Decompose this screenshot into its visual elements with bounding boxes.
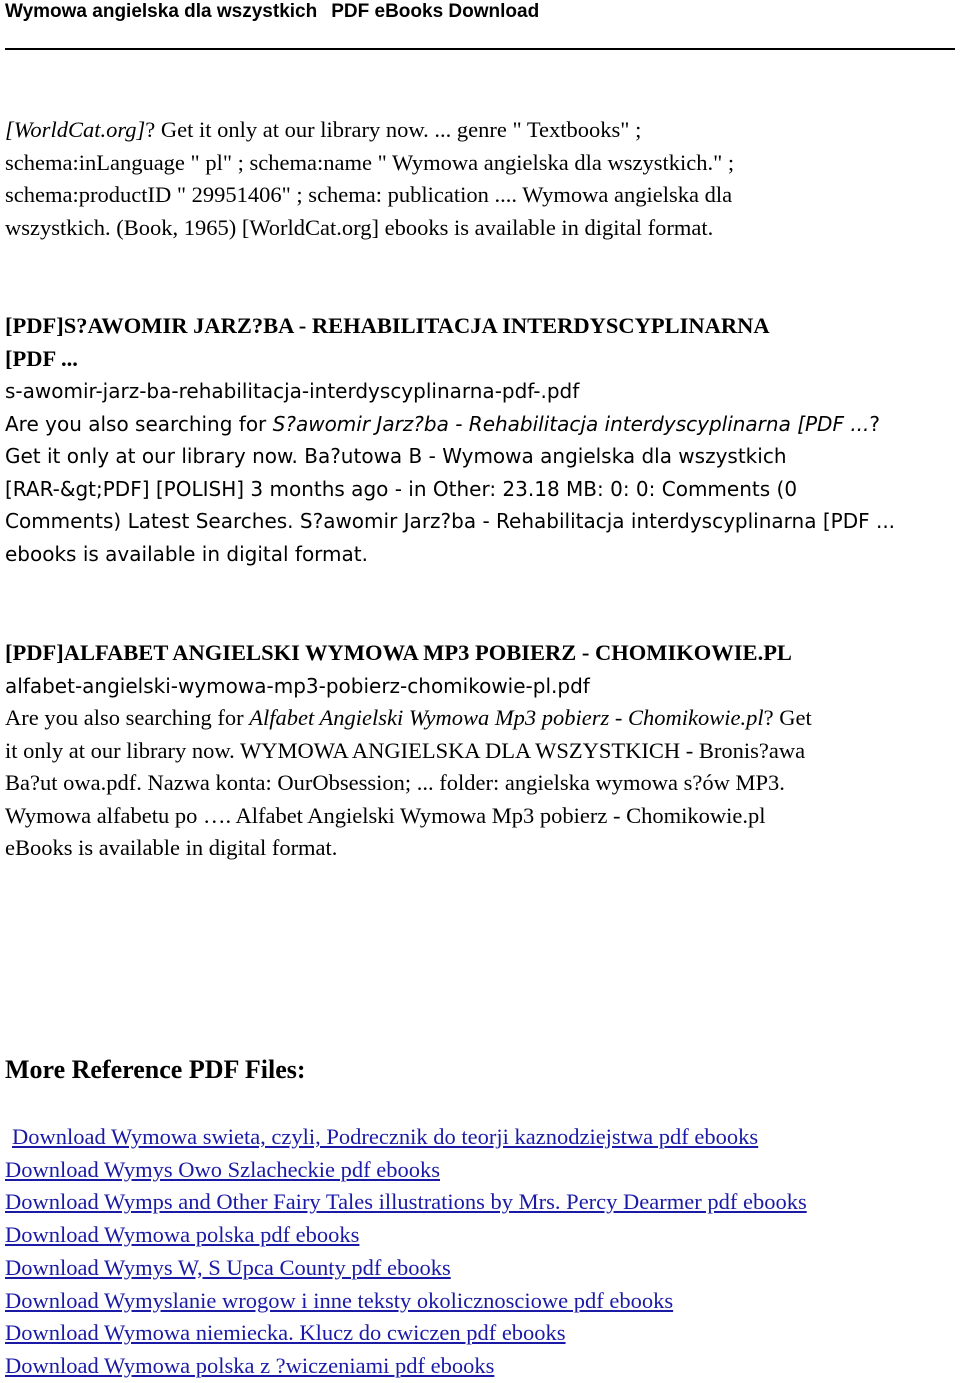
reference-link[interactable]: Download Wymowa niemiecka. Klucz do cwiczen pdf ebooks xyxy=(5,1320,566,1346)
page-header xyxy=(5,0,539,30)
section3-line-d: Wymowa alfabetu po …. Alfabet Angielski Wymowa Mp3 pobierz - Chomikowie.pl xyxy=(5,802,766,828)
reference-link[interactable]: Download Wymys W, S Upca County pdf ebooks xyxy=(5,1254,451,1280)
section2-line-e: ebooks is available in digital format. xyxy=(5,541,368,566)
section1-line4: wszystkich. (Book, 1965) [WorldCat.org] ebooks is available in digital format. xyxy=(5,214,714,240)
reference-link[interactable]: Download Wymowa swieta, czyli, Podrecznik do teorji kaznodziejstwa pdf ebooks xyxy=(12,1124,759,1149)
section3-line-a: Are you also searching for Alfabet Angielski Wymowa Mp3 pobierz - Chomikowie.pl? Get xyxy=(5,705,812,730)
section2-line-b: Get it only at our library now. Ba?utowa B - Wymowa angielska dla wszystkich xyxy=(5,444,787,468)
section3-line-b: it only at our library now. WYMOWA ANGIELSKA DLA WSZYSTKICH - Bronis?awa xyxy=(5,737,806,763)
section-worldcat xyxy=(5,114,955,244)
section2-title-line1: [PDF]S?AWOMIR JARZ?BA - REHABILITACJA INTERDYSCYPLINARNA xyxy=(5,313,770,338)
section2-line-c: [RAR-&gt;PDF] [POLISH] 3 months ago - in Other: 23.18 MB: 0: 0: Comments (0 xyxy=(5,476,798,501)
reference-link[interactable]: Download Wymps and Other Fairy Tales illustrations by Mrs. Percy Dearmer pdf ebooks xyxy=(5,1189,807,1215)
section2-line-a: Are you also searching for S?awomir Jarz?ba - Rehabilitacja interdyscyplinarna [PDF ...? xyxy=(5,411,881,436)
section2-filename: s-awomir-jarz-ba-rehabilitacja-interdyscyplinarna-pdf-.pdf xyxy=(5,379,580,403)
section2-title-line2: [PDF ... xyxy=(5,345,78,371)
section2-line-d: Comments) Latest Searches. S?awomir Jarz?ba - Rehabilitacja interdyscyplinarna [PDF ... xyxy=(5,509,896,533)
reference-link[interactable]: Download Wymowa polska z ?wiczeniami pdf ebooks xyxy=(5,1352,495,1378)
section-jarzba xyxy=(5,310,955,570)
section3-line-c: Ba?ut owa.pdf. Nazwa konta: OurObsession; ... folder: angielska wymowa s?ów MP3. xyxy=(5,770,785,795)
more-reference-heading: More Reference PDF Files: xyxy=(5,1055,306,1084)
section1-line1: [WorldCat.org]? Get it only at our library now. ... genre " Textbooks" ; xyxy=(5,117,642,142)
section3-filename: alfabet-angielski-wymowa-mp3-pobierz-chomikowie-pl.pdf xyxy=(5,673,590,698)
section1-line3: schema:productID " 29951406" ; schema: publication .... Wymowa angielska dla xyxy=(5,182,733,207)
header-divider xyxy=(5,48,955,50)
section1-line2: schema:inLanguage " pl" ; schema:name " Wymowa angielska dla wszystkich." ; xyxy=(5,149,735,175)
reference-link[interactable]: Download Wymys Owo Szlacheckie pdf ebooks xyxy=(5,1156,441,1182)
section3-line-e: eBooks is available in digital format. xyxy=(5,835,338,860)
reference-links-list xyxy=(5,1121,955,1383)
section3-title: [PDF]ALFABET ANGIELSKI WYMOWA MP3 POBIERZ - CHOMIKOWIE.PL xyxy=(5,640,792,665)
reference-link[interactable]: Download Wymowa polska pdf ebooks xyxy=(5,1222,360,1248)
reference-link[interactable]: Download Wymyslanie wrogow i inne teksty okolicznosciowe pdf ebooks xyxy=(5,1287,674,1313)
header-subtitle: PDF eBooks Download xyxy=(331,1,540,22)
header-title: Wymowa angielska dla wszystkich xyxy=(5,1,318,22)
section-alfabet xyxy=(5,637,955,865)
